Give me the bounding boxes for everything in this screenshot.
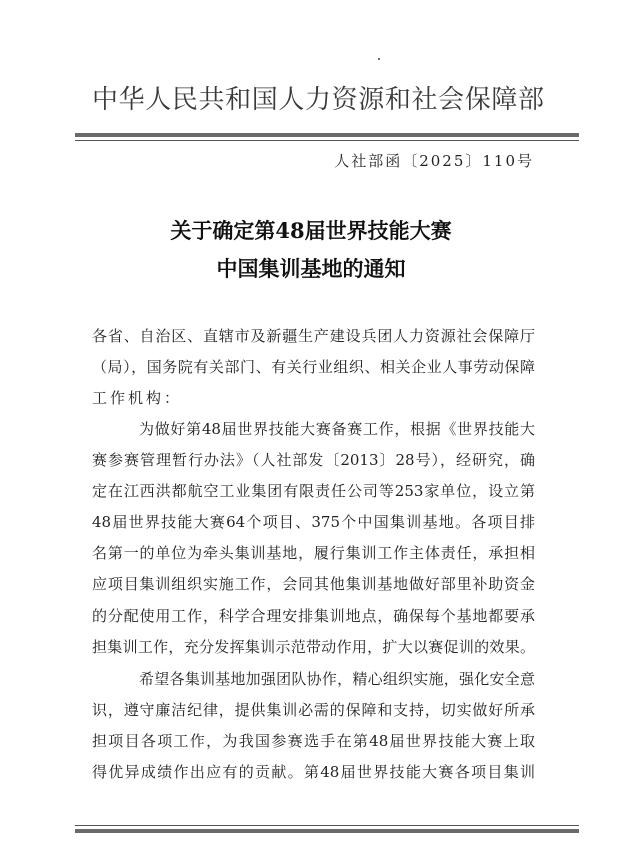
body-line: 名第一的单位为牵头集训基地，履行集训工作主体责任，承担相 bbox=[92, 544, 535, 562]
title-line-1: 关于确定第48届世界技能大赛 bbox=[170, 218, 452, 243]
body-line: 各省、自治区、直辖市及新疆生产建设兵团人力资源社会保障厅 bbox=[92, 327, 535, 345]
footer-divider bbox=[75, 825, 579, 833]
header-divider bbox=[75, 133, 579, 141]
body-line: 为做好第48届世界技能大赛备赛工作，根据《世界技能大 bbox=[139, 420, 535, 438]
body-line: 担集训工作，充分发挥集训示范带动作用，扩大以赛促训的效果。 bbox=[92, 638, 535, 656]
body-line: 应项目集训组织实施工作，会同其他集训基地做好部里补助资金 bbox=[92, 575, 535, 593]
title-line-2: 中国集训基地的通知 bbox=[216, 256, 406, 281]
organization-header: 中华人民共和国人力资源和社会保障部 bbox=[92, 85, 544, 115]
scan-speck bbox=[378, 58, 380, 60]
body-line: 的分配使用工作，科学合理安排集训地点，确保每个基地都要承 bbox=[92, 607, 535, 625]
body-line: 工作机构： bbox=[92, 389, 183, 407]
body-line: 希望各集训基地加强团队协作，精心组织实施，强化安全意 bbox=[139, 670, 535, 688]
document-number: 人社部函〔2025〕110号 bbox=[334, 152, 534, 170]
body-line: （局），国务院有关部门、有关行业组织、相关企业人事劳动保障 bbox=[92, 358, 535, 376]
body-line: 定在江西洪都航空工业集团有限责任公司等253家单位，设立第 bbox=[92, 482, 535, 500]
body-line: 得优异成绩作出应有的贡献。第48届世界技能大赛各项目集训 bbox=[92, 763, 535, 781]
body-line: 48届世界技能大赛64个项目、375个中国集训基地。各项目排 bbox=[92, 513, 535, 531]
body-line: 识，遵守廉洁纪律，提供集训必需的保障和支持，切实做好所承 bbox=[92, 701, 535, 719]
body-line: 担项目各项工作，为我国参赛选手在第48届世界技能大赛上取 bbox=[92, 732, 535, 750]
body-line: 赛参赛管理暂行办法》（人社部发〔2013〕28号），经研究，确 bbox=[92, 451, 535, 469]
